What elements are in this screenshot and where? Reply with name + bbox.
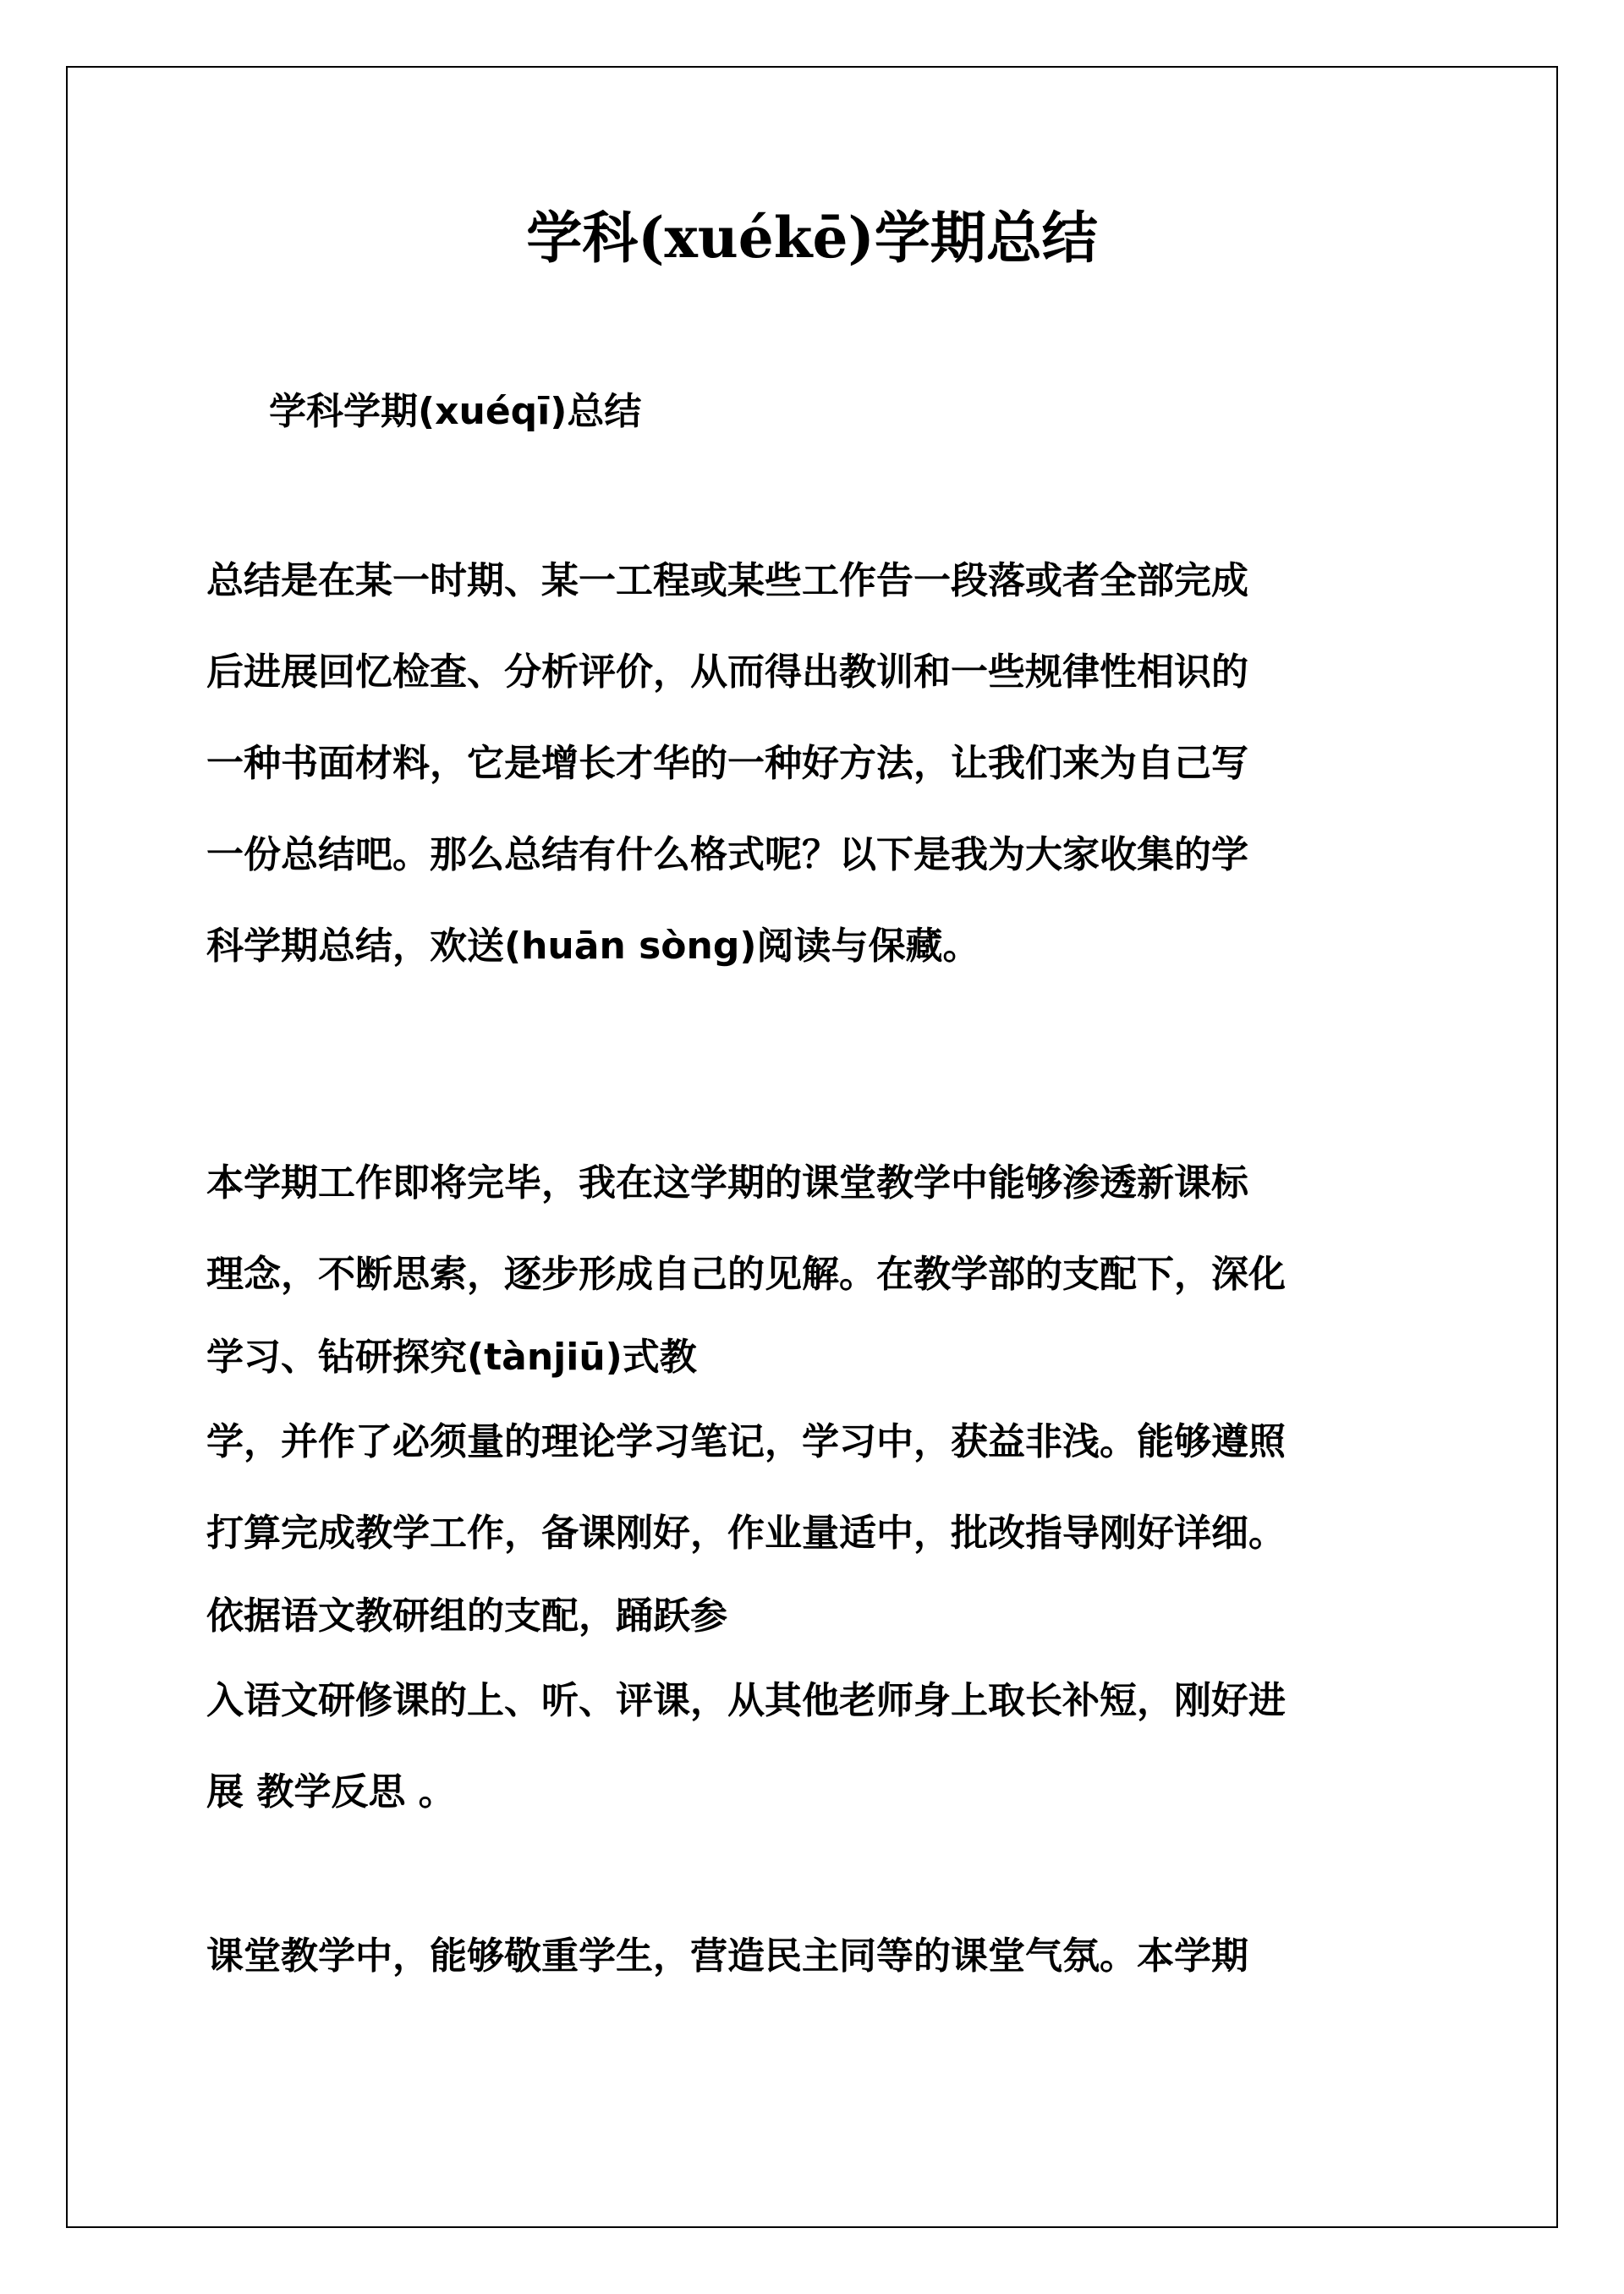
paragraph-2-line-2: 理念，不断思索，逐步形成自己的见解。在教学部的支配下，深化 (206, 1253, 1286, 1296)
document-title: 学科(xuékē)学期总结 (526, 205, 1098, 271)
paragraph-2-line-6: 依据语文教研组的支配，踊跃参 (206, 1594, 727, 1638)
paragraph-2-line-1: 本学期工作即将完毕，我在这学期的课堂教学中能够渗透新课标 (206, 1161, 1248, 1205)
paragraph-1-line-1: 总结是在某一时期、某一工程或某些工作告一段落或者全部完成 (206, 559, 1248, 602)
paragraph-1-line-3: 一种书面材料，它是增长才华的一种好方法，让我们来为自己写 (206, 742, 1248, 785)
document-subheading: 学科学期(xuéqī)总结 (269, 390, 642, 433)
paragraph-1-line-4: 一份总结吧。那么总结有什么格式呢？以下是我为大家收集的学 (206, 833, 1248, 876)
paragraph-2-line-7: 入语文研修课的上、听、评课，从其他老师身上取长补短，刚好进 (206, 1679, 1286, 1722)
paragraph-3-line-1: 课堂教学中，能够敬重学生，营造民主同等的课堂气氛。本学期 (206, 1935, 1248, 1978)
paragraph-2-line-3: 学习、钻研探究(tànjiū)式教 (206, 1336, 697, 1379)
paragraph-2-line-8: 展 教学反思 。 (206, 1770, 456, 1814)
paragraph-2-line-5: 打算完成教学工作，备课刚好，作业量适中，批改指导刚好详细。 (206, 1512, 1286, 1555)
paragraph-1-line-2: 后进展回忆检查、分析评价，从而得出教训和一些规律性相识的 (206, 650, 1248, 694)
paragraph-1-line-5: 科学期总结，欢送(huān sòng)阅读与保藏。 (206, 925, 980, 968)
paragraph-2-line-4: 学，并作了必须量的理论学习笔记，学习中，获益非浅。能够遵照 (206, 1420, 1286, 1463)
